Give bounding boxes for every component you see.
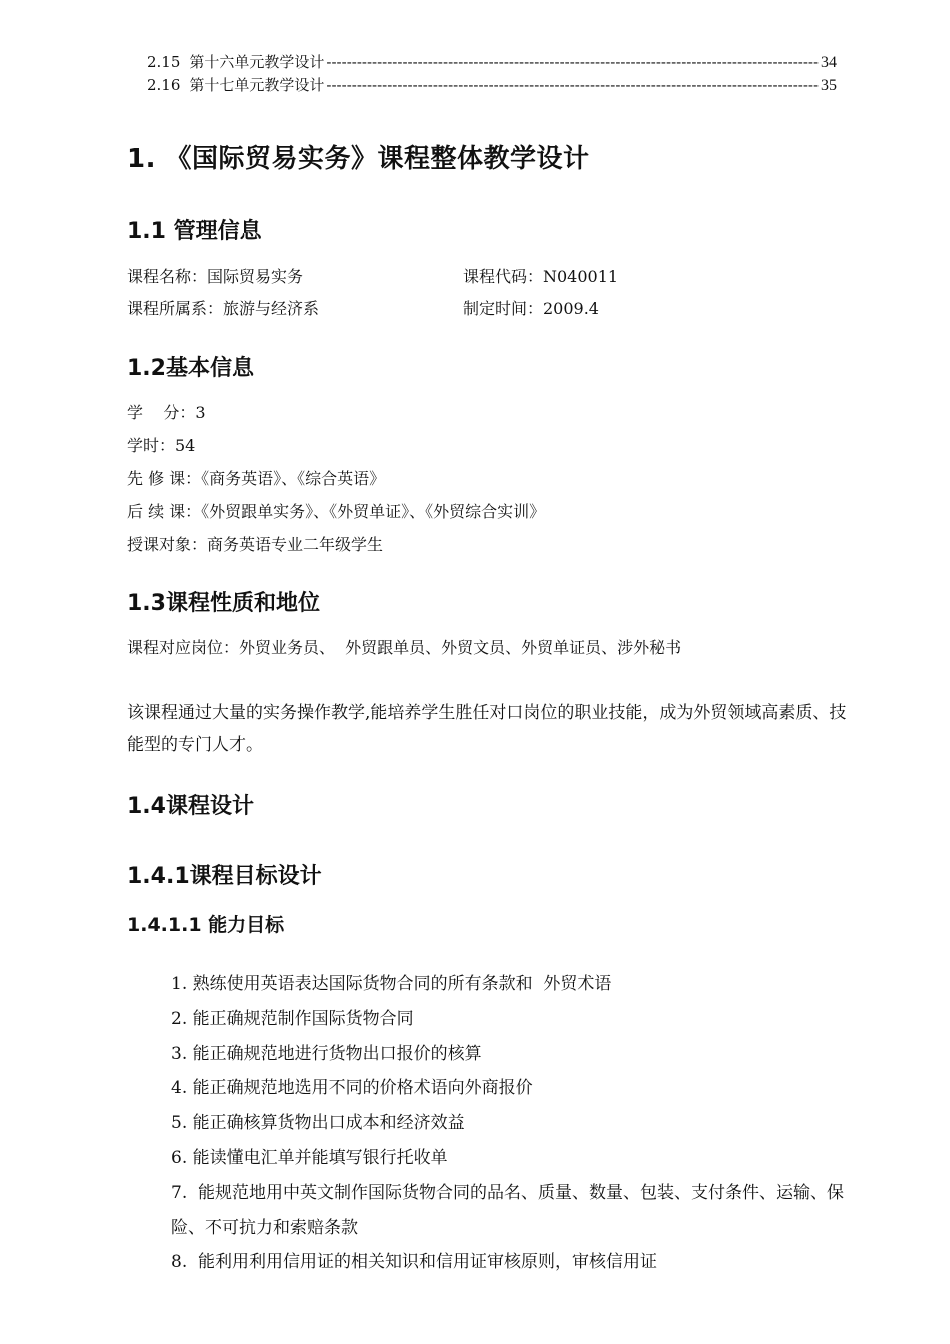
toc-entry-number: 2.16 [147, 76, 181, 94]
course-name: 课程名称：国际贸易实务 [127, 267, 304, 286]
chapter-title: 1. 《国际贸易实务》课程整体教学设计 [127, 144, 590, 174]
hours: 学时：54 [127, 436, 196, 455]
prerequisites: 先 修 课：《商务英语》、《综合英语》 [127, 469, 386, 488]
section-heading-1-3: 1.3课程性质和地位 [127, 591, 320, 616]
list-item: 4. 能正确规范地选用不同的价格术语向外商报价 [171, 1078, 533, 1099]
list-item: 8. 能利用利用信用证的相关知识和信用证审核原则，审核信用证 [171, 1252, 658, 1273]
course-department: 课程所属系：旅游与经济系 [127, 299, 320, 318]
course-date: 制定时间：2009.4 [463, 299, 599, 318]
list-item: 3. 能正确规范地进行货物出口报价的核算 [171, 1043, 482, 1064]
list-item: 5. 能正确核算货物出口成本和经济效益 [171, 1113, 465, 1134]
audience: 授课对象：商务英语专业二年级学生 [127, 535, 384, 554]
list-item: 6. 能读懂电汇单并能填写银行托收单 [171, 1147, 448, 1168]
section-heading-1-4-1-1: 1.4.1.1 能力目标 [127, 914, 285, 936]
course-description: 该课程通过大量的实务操作教学,能培养学生胜任对口岗位的职业技能，成为外贸领域高素质、技能型的专门人才。 [127, 703, 847, 755]
toc-entry-page: 35 [821, 77, 837, 94]
section-heading-1-1: 1.1 管理信息 [127, 219, 262, 244]
section-heading-1-4: 1.4课程设计 [127, 794, 254, 819]
toc-entry-number: 2.15 [147, 53, 181, 71]
course-code: 课程代码：N040011 [463, 267, 619, 286]
toc-entry-page: 34 [821, 54, 837, 71]
list-item: 7. 能规范地用中英文制作国际货物合同的品名、质量、数量、包装、支付条件、运输、保险、不可抗力和索赔条款 [171, 1182, 845, 1238]
job-positions: 课程对应岗位：外贸业务员、 外贸跟单员、外贸文员、外贸单证员、涉外秘书 [127, 638, 682, 657]
toc-leader-dots [326, 76, 819, 94]
toc-entry-title: 第十六单元教学设计 [189, 53, 325, 71]
toc-entry[interactable] [147, 51, 837, 74]
toc [147, 51, 837, 97]
toc-leader-dots [326, 53, 819, 71]
list-item: 1. 熟练使用英语表达国际货物合同的所有条款和 外贸术语 [171, 974, 612, 994]
section-heading-1-4-1: 1.4.1课程目标设计 [127, 864, 322, 889]
section-heading-1-2: 1.2基本信息 [127, 356, 254, 381]
follow-up-courses: 后 续 课：《外贸跟单实务》、《外贸单证》、《外贸综合实训》 [127, 502, 546, 521]
toc-entry[interactable] [147, 74, 837, 97]
credits: 学 分：3 [127, 403, 206, 422]
ability-goals-list [171, 967, 861, 1280]
list-item: 2. 能正确规范制作国际货物合同 [171, 1008, 414, 1029]
toc-entry-title: 第十七单元教学设计 [189, 76, 325, 94]
